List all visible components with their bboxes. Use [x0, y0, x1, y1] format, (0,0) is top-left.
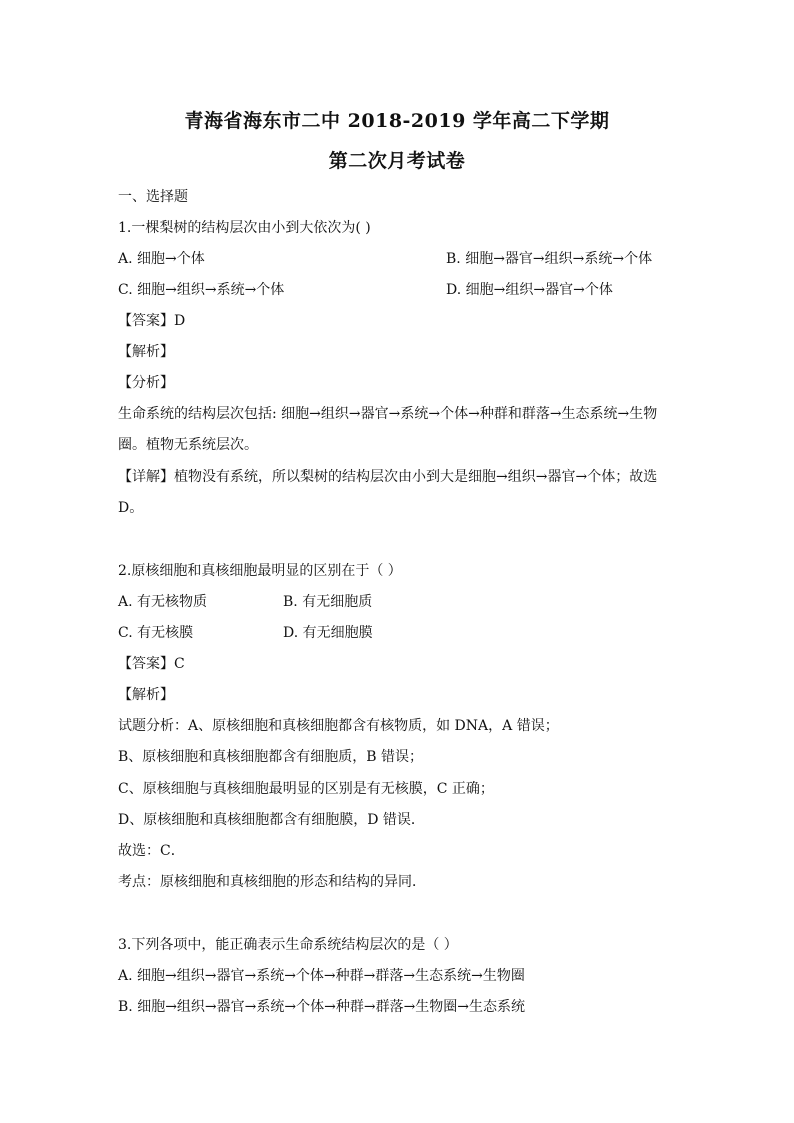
q1-fenxi-line-1: 生命系统的结构层次包括: 细胞→组织→器官→系统→个体→种群和群落→生态系统→生物 [118, 406, 658, 422]
q1-stem: 1.一棵梨树的结构层次由小到大依次为( ) [118, 220, 371, 236]
q3-option-a: A. 细胞→组织→器官→系统→个体→种群→群落→生态系统→生物圈 [118, 968, 525, 984]
q2-explanation-line-1: 试题分析：A、原核细胞和真核细胞都含有核物质，如 DNA，A 错误； [118, 718, 559, 734]
q1-option-d: D. 细胞→组织→器官→个体 [446, 282, 613, 298]
q2-option-a: A. 有无核物质 [118, 594, 208, 610]
q2-answer: 【答案】C [118, 656, 185, 672]
q2-option-d: D. 有无细胞膜 [283, 625, 373, 641]
doc-title-line-1: 青海省海东市二中 2018-2019 学年高二下学期 [184, 110, 610, 132]
q1-option-b: B. 细胞→器官→组织→系统→个体 [446, 251, 653, 267]
q2-explanation-line-4: D、原核细胞和真核细胞都含有细胞膜，D 错误． [118, 812, 425, 828]
q1-detail-line-2: D。 [118, 500, 144, 516]
q3-stem: 3.下列各项中，能正确表示生命系统结构层次的是（ ） [118, 937, 458, 953]
q2-explanation-line-6: 考点：原核细胞和真核细胞的形态和结构的异同． [118, 874, 426, 890]
q2-option-b: B. 有无细胞质 [283, 594, 373, 610]
q2-analysis-label: 【解析】 [118, 687, 174, 703]
q1-answer: 【答案】D [118, 313, 186, 329]
q2-stem: 2.原核细胞和真核细胞最明显的区别在于（ ） [118, 563, 402, 579]
q3-option-b: B. 细胞→组织→器官→系统→个体→种群→群落→生物圈→生态系统 [118, 999, 526, 1015]
doc-title-line-2: 第二次月考试卷 [328, 150, 466, 172]
q2-explanation-line-3: C、原核细胞与真核细胞最明显的区别是有无核膜，C 正确； [118, 781, 494, 797]
section-heading: 一、选择题 [118, 189, 188, 205]
q2-explanation-line-5: 故选：C． [118, 843, 185, 859]
q1-fenxi-line-2: 圈。植物无系统层次。 [118, 437, 258, 453]
q1-detail-line-1: 【详解】植物没有系统，所以梨树的结构层次由小到大是细胞→组织→器官→个体；故选 [118, 469, 658, 485]
q1-fenxi-label: 【分析】 [118, 375, 174, 391]
q1-option-a: A. 细胞→个体 [118, 251, 205, 267]
q2-option-c: C. 有无核膜 [118, 625, 194, 641]
q2-explanation-line-2: B、原核细胞和真核细胞都含有细胞质，B 错误； [118, 749, 424, 765]
q1-analysis-label: 【解析】 [118, 344, 174, 360]
q1-option-c: C. 细胞→组织→系统→个体 [118, 282, 285, 298]
